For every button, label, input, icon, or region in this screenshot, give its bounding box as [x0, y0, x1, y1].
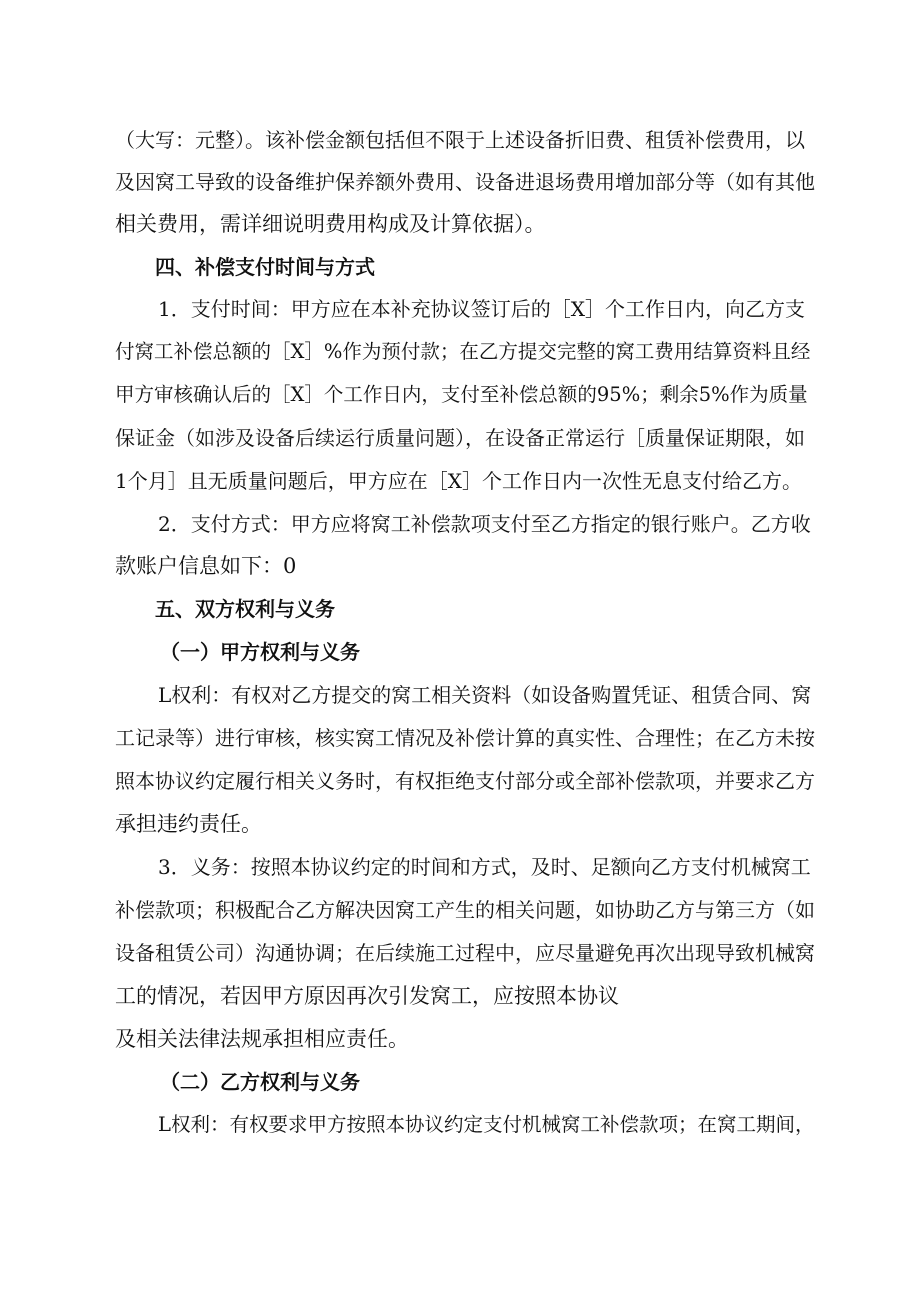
text-line: 1个月］且无质量问题后，甲方应在［X］个工作日内一次性无息支付给乙方。 — [115, 469, 802, 493]
section-heading: 五、双方权利与义务 — [155, 597, 335, 621]
text-line: 保证金（如涉及设备后续运行质量问题），在设备正常运行［质量保证期限，如 — [115, 426, 805, 450]
text-line: 相关费用，需详细说明费用构成及计算依据）。 — [115, 212, 546, 236]
text-line: 工的情况，若因甲方原因再次引发窝工，应按照本协议 — [115, 984, 619, 1008]
text-line: 及因窝工导致的设备维护保养额外费用、设备进退场费用增加部分等（如有其他 — [115, 170, 815, 194]
section-heading: 四、补偿支付时间与方式 — [155, 255, 375, 279]
subsection-heading: （二）乙方权利与义务 — [160, 1070, 360, 1094]
text-line: 承担违约责任。 — [115, 812, 262, 836]
text-line: 工记录等）进行审核，核实窝工情况及补偿计算的真实性、合理性；在乙方未按 — [115, 726, 815, 750]
text-line: L权利：有权对乙方提交的窝工相关资料（如设备购置凭证、租赁合同、窝 — [158, 683, 812, 707]
text-line: 付窝工补偿总额的［X］%作为预付款；在乙方提交完整的窝工费用结算资料且经 — [115, 340, 811, 363]
subsection-heading: （一）甲方权利与义务 — [160, 640, 360, 664]
text-line: 照本协议约定履行相关义务时，有权拒绝支付部分或全部补偿款项，并要求乙方 — [115, 769, 815, 793]
text-line: 款账户信息如下：0 — [115, 554, 297, 578]
text-line: 甲方审核确认后的［X］个工作日内，支付至补偿总额的95%；剩余5%作为质量 — [115, 383, 808, 406]
text-line: 及相关法律法规承担相应责任。 — [115, 1027, 409, 1051]
text-line: 2．支付方式：甲方应将窝工补偿款项支付至乙方指定的银行账户。乙方收 — [158, 512, 811, 536]
text-line: 设备租赁公司）沟通协调；在后续施工过程中，应尽量避免再次出现导致机械窝 — [115, 941, 815, 965]
text-line: 补偿款项；积极配合乙方解决因窝工产生的相关问题，如协助乙方与第三方（如 — [115, 898, 815, 922]
text-line: 1．支付时间：甲方应在本补充协议签订后的［X］个工作日内，向乙方支 — [158, 297, 805, 321]
text-line: 3．义务：按照本协议约定的时间和方式，及时、足额向乙方支付机械窝工 — [158, 855, 811, 879]
text-line: （大写：元整）。该补偿金额包括但不限于上述设备折旧费、租赁补偿费用，以 — [115, 128, 805, 152]
text-line: L权利：有权要求甲方按照本协议约定支付机械窝工补偿款项；在窝工期间， — [158, 1113, 815, 1136]
